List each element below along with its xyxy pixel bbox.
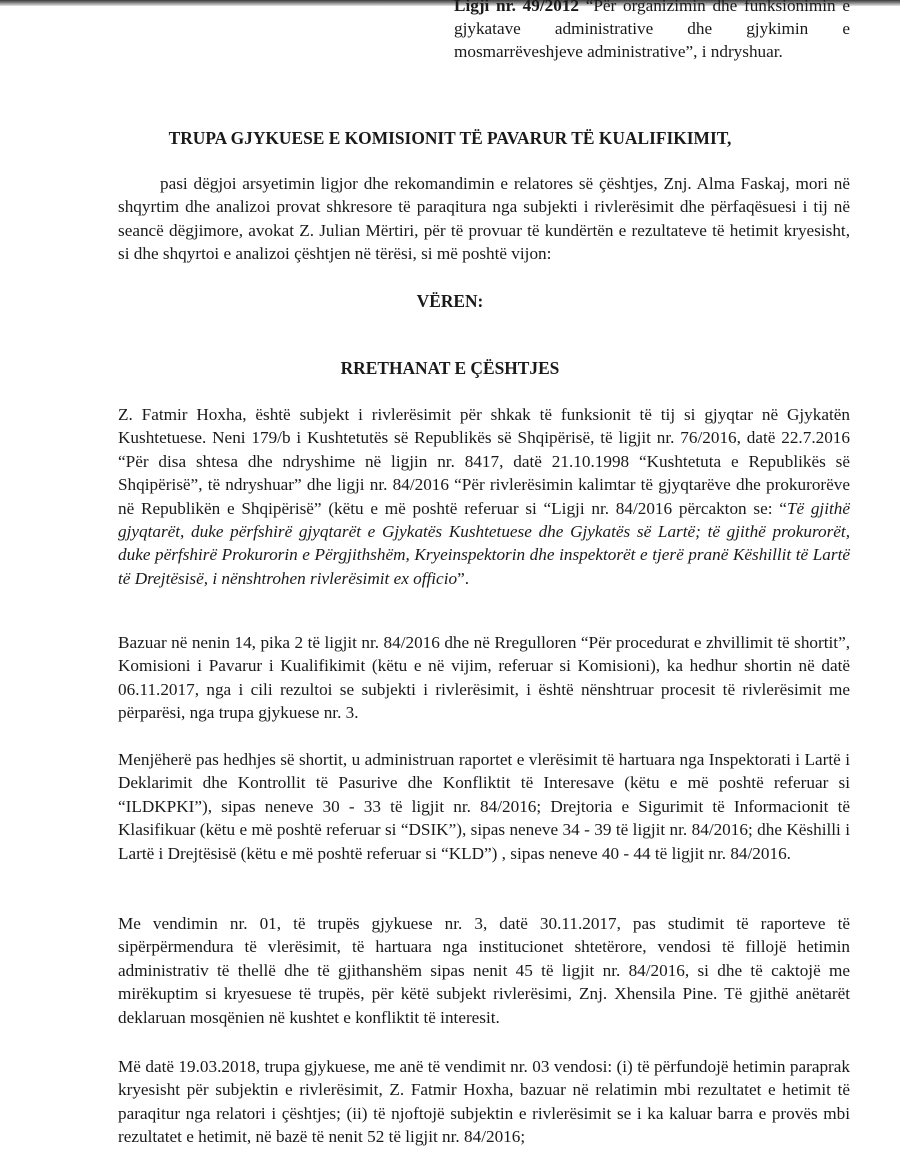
paragraph-3: Menjëherë pas hedhjes së shortit, u administruan raportet e vlerësimit të hartuara nga Inspektorati i Lartë i Deklarimit dhe Kontrollit të Pasurive dhe Konfliktit të Interesave (këtu e më poshtë referuar si “ILDKPKI”), sipas neneve 30 - 33 të ligjit nr. 84/2016; Drejtoria e Sigurimit të Informacionit të Klasifikuar (këtu e më poshtë referuar si “DSIK”), sipas neneve 34 - 39 të ligjit nr. 84/2016; dhe Këshilli i Lartë i Drejtësisë (këtu e më poshtë referuar si “KLD”) , sipas neneve 40 - 44 të ligjit nr. 84/2016. — [118, 750, 850, 863]
paragraph-2: Bazuar në nenin 14, pika 2 të ligjit nr. 84/2016 dhe në Rregulloren “Për procedurat e zhvillimit të shortit”, Komisioni i Pavarur i Kualifikimit (këtu e në vijim, referuar si Komisioni), ka hedhur shortin në datë 06.11.2017, nga i cili rezultoi se subjekti i rivlerësimit, i është nënshtruar procesit të rivlerësimit me përparësi, nga trupa gjykuese nr. 3. — [118, 633, 850, 723]
paragraph-4: Me vendimin nr. 01, të trupës gjykuese nr. 3, datë 30.11.2017, pas studimit të raporteve të sipërpërmendura të vlerësimit, të hartuara nga institucionet shtetërore, vendosi të fillojë hetimin administrativ të thellë dhe të gjithanshëm sipas nenit 45 të ligjit nr. 84/2016, si dhe të caktojë me mirëkuptim si kryesuese të trupës, për këtë subjekt rivlerësimi, Znj. Xhensila Pine. Të gjithë anëtarët deklaruan mosqënien në kushtet e konfliktit të interesit. — [118, 914, 850, 1027]
paragraph-5: Më datë 19.03.2018, trupa gjykuese, me anë të vendimit nr. 03 vendosi: (i) të përfundojë hetimin paraprak kryesisht për subjektin e rivlerësimit, Z. Fatmir Hoxha, bazuar në relatimin mbi rezultatet e hetimit të paraqitur nga relatori i çështjes; (ii) të njoftojë subjektin e rivlerësimit se i ka kaluar barra e provës mbi rezultatet e hetimit, në bazë të nenit 52 të ligjit nr. 84/2016; — [118, 1057, 850, 1147]
document-title: TRUPA GJYKUESE E KOMISIONIT TË PAVARUR TË KUALIFIKIMIT, — [168, 128, 732, 148]
law-reference-text: “Për organizimin dhe funksionimin e gjykatave administrative dhe gjykimin e mosmarrëveshjeve administrative”, i ndryshuar. — [454, 0, 850, 62]
heading-rrethanat: RRETHANAT E ÇËSHTJES — [340, 358, 560, 378]
paragraph-1 — [118, 403, 850, 590]
heading-veren: VËREN: — [416, 291, 484, 311]
paragraph-1-suffix: ”. — [457, 568, 469, 588]
law-reference-number: Ligji nr. 49/2012 — [454, 0, 580, 15]
paragraph-1-quote: Të gjithë gjyqtarët, duke përfshirë gjyqtarët e Gjykatës Kushtetuese dhe Gjykatës së Lartë; të gjithë prokurorët, duke përfshirë Prokurorin e Përgjithshëm, Kryeinspektorin dhe inspektorët e tjerë pranë Këshillit të Lartë të Drejtësisë, i nënshtrohen rivlerësimit ex officio — [118, 498, 850, 588]
paragraph-1-text: Z. Fatmir Hoxha, është subjekt i rivlerësimit për shkak të funksionit të tij si gjyqtar në Gjykatën Kushtetuese. Neni 179/b i Kushtetutës së Republikës së Shqipërisë, të ligjit nr. 76/2016, datë 22.7.2016 “Për disa shtesa dhe ndryshime në ligjin nr. 8417, datë 21.10.1998 “Kushtetuta e Republikës së Shqipërisë”, të ndryshuar” dhe ligji nr. 84/2016 “Për rivlerësimin kalimtar të gjyqtarëve dhe prokurorëve në Republikën e Shqipërisë” (këtu e më poshtë referuar si “Ligji nr. 84/2016 përcakton se: “ — [118, 405, 850, 518]
law-reference — [454, 0, 850, 64]
intro-paragraph: pasi dëgjoi arsyetimin ligjor dhe rekomandimin e relatores së çështjes, Znj. Alma Faskaj, mori në shqyrtim dhe analizoi provat shkresore të paraqitura nga subjekti i rivlerësimit dhe përfaqësuesi i tij në seancë dëgjimore, avokat Z. Julian Mërtiri, për të provuar të kundërtën e rezultateve të hetimit kryesisht, si dhe shqyrtoi e analizoi çështjen në tërësi, si më poshtë vijon: — [118, 174, 850, 264]
